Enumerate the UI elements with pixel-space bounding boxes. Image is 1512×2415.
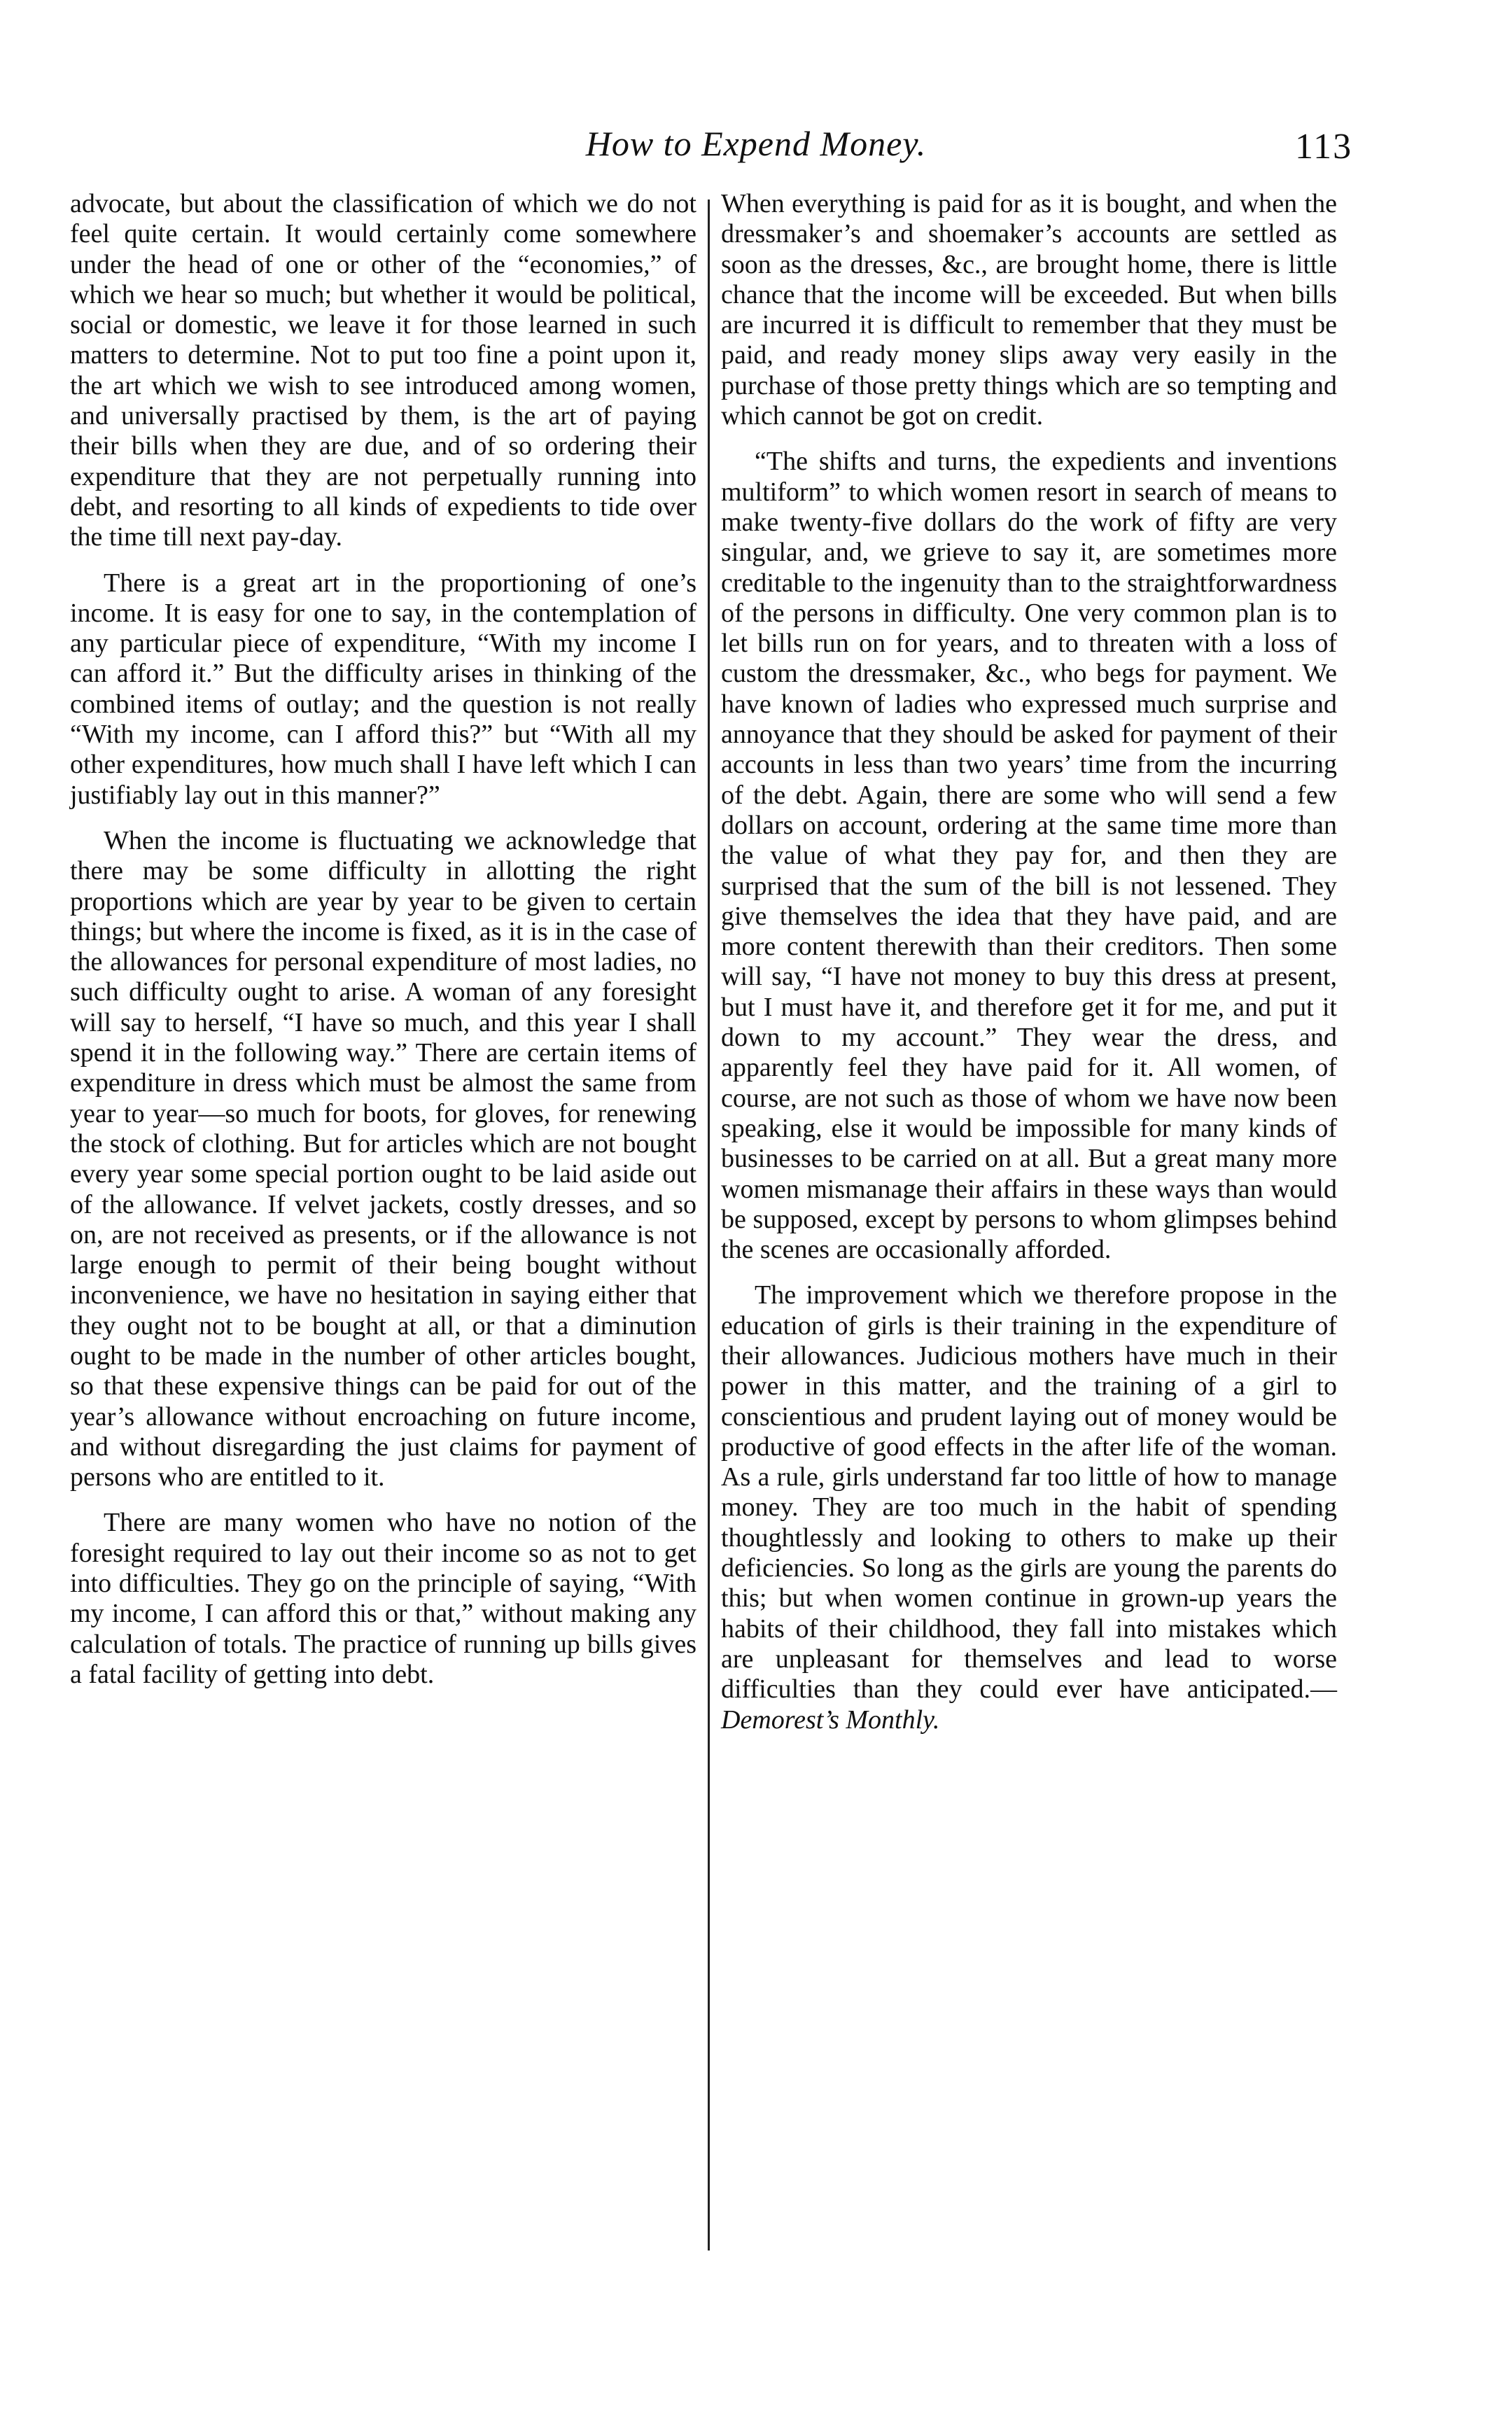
page-number: 113 [1295, 127, 1353, 167]
paragraph: advocate, but about the classification of which we do not feel quite certain. It would certainly come somewhere under the head of one or other of the “economies,” of which we hear so much; but whether it would be political, social or domestic, we leave it for those learned in such matters to determine. Not to put too fine a point upon it, the art which we wish to see introduced among women, and universally practised by them, is the art of paying their bills when they are due, and of so ordering their expenditure that they are not perpetually running into debt, and resorting to all kinds of expedients to tide over the time till next pay-day. [70, 189, 696, 552]
paragraph: “The shifts and turns, the expedients and inventions multiform” to which women resort in search of means to make twenty-five dollars do the work of fifty are very singular, and, we grieve to say it, are sometimes more creditable to the ingenuity than to the straightforwardness of the persons in difficulty. One very common plan is to let bills run on for years, and to threaten with a loss of custom the dressmaker, &c., who begs for payment. We have known of ladies who expressed much surprise and annoyance that they should be asked for payment of their accounts in less than two years’ time from the incurring of the debt. Again, there are some who will send a few dollars on account, ordering at the same time more than the value of what they pay for, and then they are surprised that the sum of the bill is not lessened. They give themselves the idea that they have paid, and are more content therewith than their creditors. Then some will say, “I have not money to buy this dress at present, but I must have it, and therefore get it for me, and put it down to my account.” They wear the dress, and apparently feel they have paid for it. All women, of course, are not such as those of whom we have now been speaking, else it would be impossible for many kinds of businesses to be carried on at all. But a great many more women mismanage their affairs in these ways than would be supposed, except by persons to whom glimpses behind the scenes are occasionally afforded. [721, 447, 1337, 1265]
left-column [70, 189, 696, 1690]
running-title: How to Expend Money. [585, 124, 927, 163]
column-divider [708, 200, 710, 2250]
paragraph: There are many women who have no notion of the foresight required to lay out their income so as not to get into difficulties. They go on the principle of saying, “With my income, I can afford this or that,” without making any calculation of totals. The practice of running up bills gives a fatal facility of getting into debt. [70, 1508, 696, 1689]
paragraph: There is a great art in the proportioning of one’s income. It is easy for one to say, in the contemplation of any particular piece of expenditure, “With my income I can afford it.” But the difficulty arises in thinking of the combined items of outlay; and the question is not really “With my income, can I afford this?” but “With all my other expenditures, how much shall I have left which I can justifiably lay out in this manner?” [70, 568, 696, 810]
source-attribution: Demorest’s Monthly. [721, 1704, 940, 1735]
paragraph-final [721, 1280, 1337, 1735]
paragraph: When the income is fluctuating we acknowledge that there may be some difficulty in allotting the right proportions which are year by year to be given to certain things; but where the income is fixed, as it is in the case of the allowances for personal expenditure of most ladies, no such difficulty ought to arise. A woman of any foresight will say to herself, “I have so much, and this year I shall spend it in the following way.” There are certain items of expenditure in dress which must be almost the same from year to year—so much for boots, for gloves, for renewing the stock of clothing. But for articles which are not bought every year some special portion ought to be laid aside out of the allowance. If velvet jackets, costly dresses, and so on, are not received as presents, or if the allowance is not large enough to permit of their being bought without inconvenience, we have no hesitation in saying either that they ought not to be bought at all, or that a diminution ought to be made in the number of other articles bought, so that these expensive things can be paid for out of the year’s allowance without encroaching on future income, and without disregarding the just claims for payment of persons who are entitled to it. [70, 825, 696, 1492]
paragraph: When everything is paid for as it is bought, and when the dressmaker’s and shoemaker’s accounts are settled as soon as the dresses, &c., are brought home, there is little chance that the income will be exceeded. But when bills are incurred it is difficult to remember that they must be paid, and ready money slips away very easily in the purchase of those pretty things which are so tempting and which cannot be got on credit. [721, 189, 1337, 431]
right-column [721, 189, 1337, 1735]
paragraph-text: The improvement which we therefore propose in the education of girls is their training in the expenditure of their allowances. Judicious mothers have much in their power in this matter, and the training of a girl to conscientious and prudent laying out of money would be productive of good effects in the after life of the woman. As a rule, girls understand far too little of how to manage money. They are too much in the habit of spending thoughtlessly and looking to others to make up their deficiencies. So long as the girls are young the parents do this; but when women continue in grown-up years the habits of their childhood, they fall into mistakes which are unpleasant for themselves and lead to worse difficulties than they could ever have anticipated.— [721, 1280, 1337, 1704]
